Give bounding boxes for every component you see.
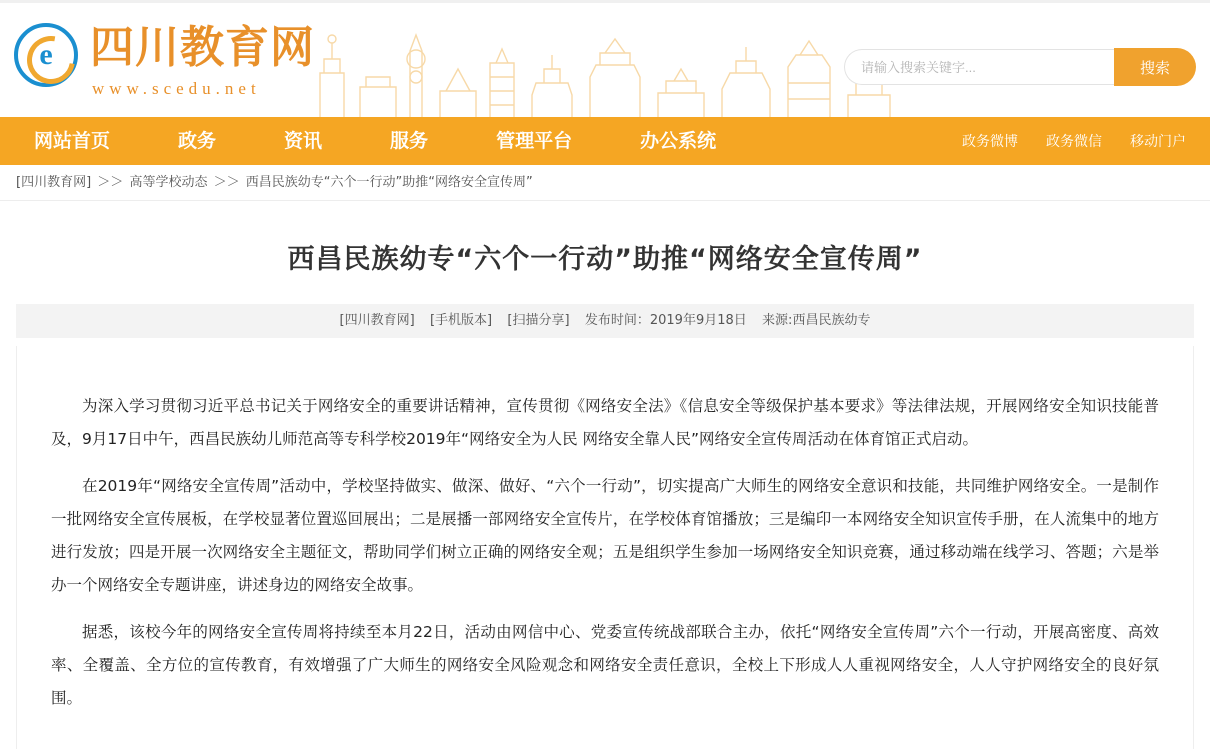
search-input[interactable] [844,49,1114,85]
meta-publish-label: 发布时间： [584,313,650,328]
logo-letter: e [39,38,53,71]
nav-subitem-wechat[interactable]: 政务微信 [1046,134,1102,150]
article-meta-bar [16,304,1194,338]
article-container [0,237,1210,749]
nav-item-home[interactable]: 网站首页 [34,130,111,152]
article-body [16,346,1194,749]
nav-secondary-group [948,131,1200,151]
article-paragraph: 为深入学习贯彻习近平总书记关于网络安全的重要讲话精神，宣传贯彻《网络安全法》《信息安全等级保护基本要求》等法律法规，开展网络安全知识技能普及，9月17日中午，西昌民族幼儿师范高等专科学校2019年“网络安全为人民 网络安全靠人民”网络安全宣传周活动在体育馆正式启动。 [51,397,1159,448]
breadcrumb [0,165,1210,201]
nav-primary-group [0,117,750,165]
meta-source-site[interactable]: [四川教育网] [339,313,415,328]
article-paragraph: 在2019年“网络安全宣传周”活动中，学校坚持做实、做深、做好、“六个一行动”，切实提高广大师生的网络安全意识和技能，共同维护网络安全。一是制作一批网络安全宣传展板，在学校显著位置巡回展出；二是展播一部网络安全宣传片，在学校体育馆播放；三是编印一本网络安全知识宣传手册，在人流集中的地方进行发放；四是开展一次网络安全主题征文，帮助同学们树立正确的网络安全观；五是组织学生参加一场网络安全知识竞赛，通过移动端在线学习、答题；六是举办一个网络安全专题讲座，讲述身边的网络安全故事。 [51,477,1159,594]
article-paragraph: 据悉，该校今年的网络安全宣传周将持续至本月22日，活动由网信中心、党委宣传统战部联合主办，依托“网络安全宣传周”六个一行动，开展高密度、高效率、全覆盖、全方位的宣传教育，有效增强了广大师生的网络安全风险观念和网络安全责任意识，全校上下形成人人重视网络安全，人人守护网络安全的良好氛围。 [51,623,1159,707]
site-title: 四川教育网 [90,22,315,73]
meta-source-name: 西昌民族幼专 [792,313,871,328]
meta-scan-share[interactable]: [扫描分享] [507,313,570,328]
nav-item-platform[interactable]: 管理平台 [496,130,573,152]
site-header [0,0,1210,117]
page-title: 西昌民族幼专“六个一行动”助推“网络安全宣传周” [287,244,923,275]
breadcrumb-channel[interactable]: 高等学校动态 [129,175,208,190]
breadcrumb-current: 西昌民族幼专“六个一行动”助推“网络安全宣传周” [245,175,533,190]
nav-item-affairs[interactable]: 政务 [178,130,217,152]
skyline-decoration-graphic [300,3,920,117]
meta-source-label: 来源: [762,313,793,328]
site-logo[interactable] [14,19,315,99]
breadcrumb-root[interactable]: [四川教育网] [16,175,92,190]
breadcrumb-separator-2: ＞＞ [213,175,240,190]
nav-item-office[interactable]: 办公系统 [640,130,717,152]
meta-publish-date: 2019年9月18日 [649,313,747,328]
search-area [844,48,1196,86]
breadcrumb-separator-1: ＞＞ [97,175,124,190]
nav-subitem-mobile[interactable]: 移动门户 [1130,134,1186,150]
main-navigation [0,117,1210,165]
nav-subitem-weibo[interactable]: 政务微博 [962,134,1018,150]
nav-item-news[interactable]: 资讯 [284,130,323,152]
nav-item-services[interactable]: 服务 [390,130,429,152]
site-url: www.scedu.net [92,79,261,98]
search-button[interactable]: 搜索 [1114,48,1196,86]
logo-text-block [90,19,315,99]
meta-mobile-version[interactable]: [手机版本] [429,313,493,328]
logo-emblem-icon [14,23,78,87]
